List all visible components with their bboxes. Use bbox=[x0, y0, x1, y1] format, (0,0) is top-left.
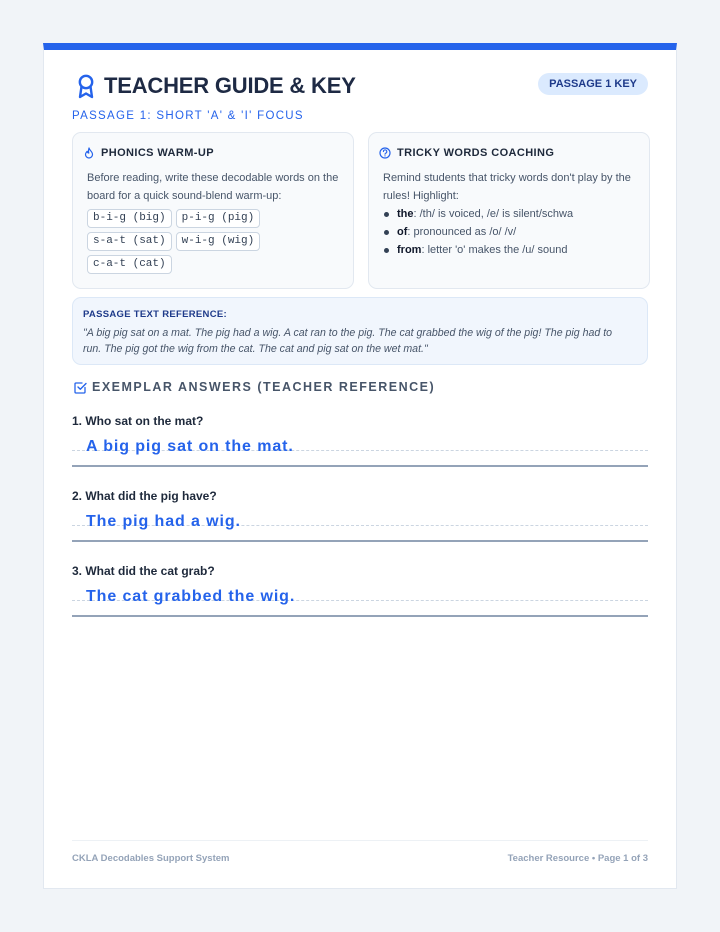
exemplar-answers-heading-label: EXEMPLAR ANSWERS (TEACHER REFERENCE) bbox=[92, 380, 436, 394]
decodable-word-chip: s-a-t (sat) bbox=[87, 232, 172, 251]
tricky-words-instructions: Remind students that tricky words don't play by the rules! Highlight: bbox=[383, 172, 631, 202]
phonics-card bbox=[72, 132, 354, 289]
passage-reference-text: "A big pig sat on a mat. The pig had a wig. A cat ran to the pig. The cat grabbed the wig of the pig! The pig had to run. The pig got the wig from the cat. The cat and pig sat on the wet mat." bbox=[83, 327, 613, 355]
footer-divider bbox=[72, 840, 648, 841]
footer-brand: CKLA Decodables Support System bbox=[72, 853, 230, 864]
page-subtitle: PASSAGE 1: SHORT 'A' & 'I' FOCUS bbox=[72, 110, 304, 122]
question-label: 1. Who sat on the mat? bbox=[72, 414, 204, 428]
tricky-word-note: : letter 'o' makes the /u/ sound bbox=[421, 244, 568, 256]
footer-page-info: Teacher Resource • Page 1 of 3 bbox=[507, 853, 648, 864]
question-block bbox=[72, 414, 648, 474]
tricky-word: of bbox=[397, 226, 408, 238]
passage-reference-label: PASSAGE TEXT REFERENCE: bbox=[83, 309, 227, 320]
phonics-instructions: Before reading, write these decodable words on the board for a quick sound-blend warm-up: bbox=[87, 172, 339, 202]
question-circle-icon bbox=[379, 147, 391, 159]
question-label: 2. What did the pig have? bbox=[72, 489, 217, 503]
passage-key-badge: PASSAGE 1 KEY bbox=[538, 73, 648, 95]
tricky-word: from bbox=[397, 244, 422, 256]
tricky-word-item bbox=[383, 241, 639, 259]
tricky-word-note: : /th/ is voiced, /e/ is silent/schwa bbox=[413, 208, 574, 220]
exemplar-answer: The pig had a wig. bbox=[86, 513, 241, 530]
phonics-heading bbox=[83, 147, 214, 159]
award-ribbon-icon bbox=[76, 74, 96, 100]
worksheet-page bbox=[43, 43, 677, 889]
tricky-words-heading-label: TRICKY WORDS COACHING bbox=[397, 147, 555, 159]
phonics-heading-label: PHONICS WARM-UP bbox=[101, 147, 214, 159]
tricky-words-heading bbox=[379, 147, 554, 159]
page-content bbox=[72, 50, 648, 888]
answer-baseline bbox=[72, 615, 648, 617]
decodable-word-list bbox=[87, 209, 287, 274]
exemplar-answers-heading bbox=[74, 380, 435, 394]
page-title: TEACHER GUIDE & KEY bbox=[104, 73, 356, 98]
tricky-word-item bbox=[383, 205, 639, 223]
decodable-word-chip: b-i-g (big) bbox=[87, 209, 172, 228]
exemplar-answer: A big pig sat on the mat. bbox=[86, 438, 294, 455]
tricky-word: the bbox=[397, 208, 414, 220]
decodable-word-chip: c-a-t (cat) bbox=[87, 255, 172, 274]
checkbox-icon bbox=[74, 381, 87, 394]
exemplar-answer: The cat grabbed the wig. bbox=[86, 588, 296, 605]
decodable-word-chip: p-i-g (pig) bbox=[176, 209, 261, 228]
question-label: 3. What did the cat grab? bbox=[72, 564, 215, 578]
question-block bbox=[72, 489, 648, 549]
answer-baseline bbox=[72, 465, 648, 467]
tricky-word-note: : pronounced as /o/ /v/ bbox=[407, 226, 517, 238]
tricky-words-card bbox=[368, 132, 650, 289]
question-block bbox=[72, 564, 648, 624]
tricky-word-item bbox=[383, 223, 639, 241]
flame-icon bbox=[83, 147, 95, 159]
answer-baseline bbox=[72, 540, 648, 542]
tricky-words-list bbox=[383, 205, 639, 259]
decodable-word-chip: w-i-g (wig) bbox=[176, 232, 261, 251]
header bbox=[72, 72, 648, 106]
passage-reference-card bbox=[72, 297, 648, 365]
